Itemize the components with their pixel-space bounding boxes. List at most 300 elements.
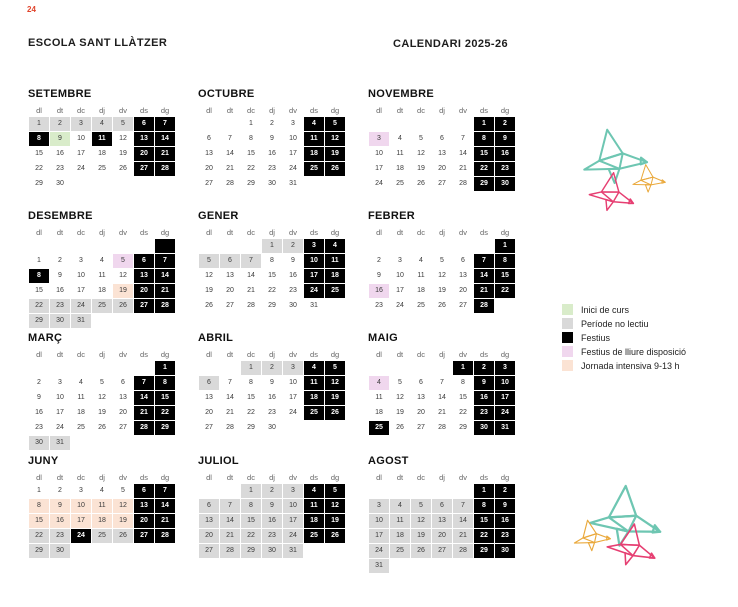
day-cell: 12 — [113, 499, 133, 513]
day-cell: 11 — [92, 132, 112, 146]
empty-cell — [71, 177, 91, 191]
empty-cell — [92, 177, 112, 191]
day-cell: 17 — [304, 269, 324, 283]
legend-swatch — [562, 318, 573, 329]
day-cell: 11 — [98, 272, 106, 279]
weekday-header: ds — [310, 349, 318, 359]
day-cell: 7 — [461, 135, 465, 142]
day-cell: 5 — [121, 487, 125, 494]
day-cell: 29 — [474, 177, 494, 191]
day-cell: 26 — [438, 302, 446, 309]
day-cell: 29 — [247, 424, 255, 431]
weekday-header: dl — [206, 227, 212, 237]
day-cell: 9 — [270, 379, 274, 386]
weekday-header: dj — [269, 349, 275, 359]
weekday-header: dc — [417, 349, 425, 359]
day-cell: 7 — [228, 135, 232, 142]
day-cell: 8 — [155, 376, 175, 390]
day-cell: 18 — [304, 514, 324, 528]
day-cell: 10 — [369, 514, 389, 528]
day-cell: 12 — [119, 272, 127, 279]
empty-cell — [155, 314, 175, 328]
empty-cell — [453, 559, 473, 573]
day-cell: 6 — [207, 135, 211, 142]
day-cell: 3 — [369, 499, 389, 513]
day-cell: 28 — [134, 421, 154, 435]
day-cell: 20 — [119, 409, 127, 416]
day-cell: 9 — [377, 272, 381, 279]
day-cell: 20 — [134, 514, 154, 528]
day-cell: 6 — [461, 257, 465, 264]
month-agost — [368, 455, 516, 574]
day-cell: 16 — [56, 150, 64, 157]
month-desembre — [28, 210, 176, 329]
weekday-header: ds — [140, 105, 148, 115]
weekday-header: dg — [500, 349, 510, 359]
day-cell: 11 — [77, 394, 85, 401]
day-cell: 28 — [438, 424, 446, 431]
day-cell: 28 — [474, 299, 494, 313]
day-cell: 15 — [459, 394, 467, 401]
weekday-header: dt — [396, 227, 404, 237]
day-cell: 21 — [155, 284, 175, 298]
day-cell: 1 — [262, 239, 282, 253]
day-cell: 26 — [325, 406, 345, 420]
empty-cell — [432, 239, 452, 253]
empty-cell — [495, 299, 515, 313]
month-maig — [368, 332, 516, 451]
day-cell: 24 — [289, 409, 297, 416]
weekday-header: dj — [99, 349, 105, 359]
calendar-row — [28, 455, 516, 574]
day-cell: 14 — [459, 150, 467, 157]
weekday-header: dv — [289, 349, 297, 359]
day-cell: 2 — [495, 117, 515, 131]
weekday-header: dl — [376, 105, 382, 115]
weekday-header: dg — [500, 227, 510, 237]
empty-cell — [369, 484, 389, 498]
day-cell: 4 — [390, 499, 410, 513]
month-setembre — [28, 88, 176, 192]
weekday-header: dg — [330, 349, 340, 359]
legend-label: Festius de lliure disposició — [581, 346, 687, 357]
day-cell: 13 — [432, 514, 452, 528]
day-cell: 7 — [440, 379, 444, 386]
day-cell: 21 — [438, 409, 446, 416]
empty-cell — [134, 361, 154, 375]
weekday-header: dc — [417, 227, 425, 237]
weekday-header: dj — [269, 472, 275, 482]
weekday-header: dt — [396, 472, 404, 482]
day-cell: 9 — [495, 499, 515, 513]
day-cell: 3 — [79, 257, 83, 264]
day-cell: 5 — [100, 379, 104, 386]
day-cell: 21 — [134, 406, 154, 420]
day-cell: 14 — [438, 394, 446, 401]
day-cell: 12 — [438, 272, 446, 279]
day-cell: 28 — [226, 180, 234, 187]
weekday-header: dj — [99, 227, 105, 237]
day-cell: 21 — [155, 147, 175, 161]
weekday-header: dg — [330, 472, 340, 482]
legend-swatch — [562, 346, 573, 357]
day-cell: 4 — [100, 257, 104, 264]
empty-cell — [453, 239, 473, 253]
empty-cell — [71, 544, 91, 558]
day-cell: 25 — [92, 299, 112, 313]
day-cell: 27 — [205, 424, 213, 431]
day-cell: 19 — [325, 147, 345, 161]
month-title: MAIG — [368, 332, 398, 344]
day-cell: 17 — [71, 514, 91, 528]
day-cell: 20 — [432, 529, 452, 543]
day-cell: 22 — [29, 529, 49, 543]
weekday-header: dc — [247, 472, 255, 482]
day-cell: 27 — [119, 424, 127, 431]
weekday-header: dl — [206, 105, 212, 115]
weekday-header: dc — [247, 227, 255, 237]
month-title: JUNY — [28, 455, 59, 467]
month-grid — [368, 225, 516, 314]
weekday-header: dg — [500, 105, 510, 115]
day-cell: 26 — [113, 299, 133, 313]
day-cell: 31 — [495, 421, 515, 435]
day-cell: 20 — [199, 529, 219, 543]
legend-label: Període no lectiu — [581, 318, 649, 329]
day-cell: 7 — [155, 484, 175, 498]
day-cell: 10 — [289, 135, 297, 142]
day-cell: 1 — [453, 361, 473, 375]
empty-cell — [411, 239, 431, 253]
day-cell: 21 — [453, 529, 473, 543]
day-cell: 25 — [98, 165, 106, 172]
day-cell: 16 — [474, 391, 494, 405]
empty-cell — [134, 177, 154, 191]
day-cell: 13 — [438, 150, 446, 157]
legend-label: Festius — [581, 332, 611, 343]
day-cell: 12 — [98, 394, 106, 401]
day-cell: 24 — [375, 180, 383, 187]
weekday-header: dj — [269, 105, 275, 115]
weekday-header: dc — [77, 472, 85, 482]
day-cell: 20 — [205, 165, 213, 172]
day-cell: 8 — [29, 499, 49, 513]
day-cell: 27 — [134, 529, 154, 543]
day-cell: 15 — [474, 147, 494, 161]
day-cell: 23 — [50, 529, 70, 543]
day-cell: 2 — [283, 239, 303, 253]
day-cell: 26 — [417, 180, 425, 187]
day-cell: 10 — [77, 135, 85, 142]
weekday-header: dj — [439, 472, 445, 482]
day-cell: 30 — [495, 544, 515, 558]
day-cell: 7 — [155, 117, 175, 131]
day-cell: 2 — [262, 484, 282, 498]
day-cell: 6 — [121, 379, 125, 386]
weekday-header: dv — [459, 105, 467, 115]
day-cell: 21 — [459, 165, 467, 172]
day-cell: 28 — [155, 299, 175, 313]
day-cell: 6 — [432, 499, 452, 513]
day-cell: 23 — [289, 287, 297, 294]
day-cell: 15 — [29, 514, 49, 528]
day-cell: 3 — [495, 361, 515, 375]
weekday-header: dc — [77, 227, 85, 237]
day-cell: 31 — [369, 559, 389, 573]
day-cell: 29 — [35, 180, 43, 187]
day-cell: 4 — [304, 117, 324, 131]
day-cell: 18 — [390, 529, 410, 543]
weekday-header: dt — [226, 227, 234, 237]
day-cell: 20 — [417, 409, 425, 416]
day-cell: 15 — [241, 514, 261, 528]
weekday-header: dt — [396, 349, 404, 359]
day-cell: 30 — [50, 544, 70, 558]
weekday-header: dl — [206, 472, 212, 482]
day-cell: 10 — [304, 254, 324, 268]
empty-cell — [134, 239, 154, 253]
day-cell: 14 — [134, 391, 154, 405]
day-cell: 6 — [134, 117, 154, 131]
day-cell: 5 — [113, 117, 133, 131]
empty-cell — [220, 361, 240, 375]
day-cell: 23 — [56, 165, 64, 172]
day-cell: 8 — [29, 132, 49, 146]
day-cell: 3 — [304, 239, 324, 253]
day-cell: 25 — [92, 529, 112, 543]
day-cell: 19 — [325, 514, 345, 528]
day-cell: 1 — [29, 117, 49, 131]
day-cell: 27 — [134, 299, 154, 313]
day-cell: 12 — [205, 272, 213, 279]
day-cell: 1 — [241, 484, 261, 498]
day-cell: 1 — [37, 257, 41, 264]
day-cell: 9 — [58, 272, 62, 279]
weekday-header: dc — [77, 349, 85, 359]
empty-cell — [369, 117, 389, 131]
month-grid — [368, 103, 516, 192]
empty-cell — [390, 239, 410, 253]
day-cell: 5 — [325, 117, 345, 131]
empty-cell — [50, 239, 70, 253]
month-gener — [198, 210, 346, 329]
month-grid — [198, 225, 346, 314]
day-cell: 29 — [241, 544, 261, 558]
weekday-header: dg — [330, 105, 340, 115]
day-cell: 14 — [155, 269, 175, 283]
day-cell: 8 — [474, 499, 494, 513]
day-cell: 25 — [390, 544, 410, 558]
day-cell: 22 — [268, 287, 276, 294]
day-cell: 25 — [304, 529, 324, 543]
day-cell: 5 — [419, 135, 423, 142]
day-cell: 31 — [50, 436, 70, 450]
day-cell: 28 — [459, 180, 467, 187]
legend-swatch — [562, 332, 573, 343]
day-cell: 9 — [495, 132, 515, 146]
day-cell: 28 — [453, 544, 473, 558]
day-cell: 16 — [50, 514, 70, 528]
month-title: FEBRER — [368, 210, 416, 222]
day-cell: 28 — [220, 544, 240, 558]
day-cell: 22 — [247, 165, 255, 172]
day-cell: 9 — [37, 394, 41, 401]
day-cell: 23 — [50, 299, 70, 313]
day-cell: 7 — [474, 254, 494, 268]
weekday-header: ds — [480, 105, 488, 115]
day-cell: 22 — [155, 406, 175, 420]
month-grid — [28, 470, 176, 559]
weekday-header: dt — [226, 105, 234, 115]
day-cell: 13 — [134, 269, 154, 283]
day-cell: 14 — [474, 269, 494, 283]
day-cell: 27 — [417, 424, 425, 431]
day-cell: 4 — [79, 379, 83, 386]
day-cell: 14 — [155, 132, 175, 146]
weekday-header: dj — [269, 227, 275, 237]
empty-cell — [199, 361, 219, 375]
day-cell: 9 — [270, 135, 274, 142]
day-cell: 29 — [459, 424, 467, 431]
day-cell: 5 — [113, 254, 133, 268]
day-cell: 24 — [71, 299, 91, 313]
day-cell: 28 — [155, 529, 175, 543]
day-cell: 13 — [459, 272, 467, 279]
weekday-header: dc — [247, 349, 255, 359]
origami-bird-icon — [585, 167, 642, 218]
weekday-header: dv — [119, 472, 127, 482]
day-cell: 10 — [396, 272, 404, 279]
empty-cell — [29, 361, 49, 375]
day-cell: 15 — [268, 272, 276, 279]
day-cell: 18 — [325, 269, 345, 283]
weekday-header: dl — [376, 472, 382, 482]
day-cell: 13 — [205, 150, 213, 157]
empty-cell — [474, 239, 494, 253]
day-cell: 14 — [155, 499, 175, 513]
day-cell: 8 — [270, 257, 274, 264]
day-cell: 8 — [474, 132, 494, 146]
day-cell: 11 — [304, 376, 324, 390]
day-cell: 24 — [396, 302, 404, 309]
day-cell: 11 — [92, 499, 112, 513]
month-grid — [28, 103, 176, 192]
weekday-header: ds — [310, 472, 318, 482]
empty-cell — [71, 436, 91, 450]
day-cell: 3 — [58, 379, 62, 386]
day-cell: 5 — [411, 499, 431, 513]
day-cell: 26 — [325, 529, 345, 543]
empty-cell — [432, 559, 452, 573]
day-cell: 27 — [226, 302, 234, 309]
weekday-header: dg — [500, 472, 510, 482]
day-cell: 6 — [419, 379, 423, 386]
month-juliol — [198, 455, 346, 574]
day-cell: 6 — [440, 135, 444, 142]
day-cell: 12 — [325, 132, 345, 146]
day-cell: 11 — [390, 514, 410, 528]
month-grid — [368, 347, 516, 436]
weekday-header: dt — [226, 349, 234, 359]
day-cell: 22 — [474, 529, 494, 543]
day-cell: 27 — [199, 544, 219, 558]
day-cell: 26 — [205, 302, 213, 309]
day-cell: 16 — [289, 272, 297, 279]
empty-cell — [113, 436, 133, 450]
weekday-header: dj — [439, 227, 445, 237]
weekday-header: dt — [396, 105, 404, 115]
month-grid — [198, 347, 346, 436]
day-cell: 19 — [396, 409, 404, 416]
day-cell: 13 — [134, 132, 154, 146]
empty-cell — [92, 544, 112, 558]
day-cell: 2 — [58, 487, 62, 494]
empty-cell — [390, 484, 410, 498]
day-cell: 29 — [247, 180, 255, 187]
day-cell: 1 — [155, 361, 175, 375]
legend-item — [562, 331, 686, 344]
day-cell: 8 — [249, 135, 253, 142]
day-cell: 2 — [377, 257, 381, 264]
empty-cell — [92, 436, 112, 450]
day-cell: 3 — [283, 484, 303, 498]
weekday-header: dl — [36, 472, 42, 482]
empty-cell — [50, 361, 70, 375]
day-cell: 2 — [58, 257, 62, 264]
day-cell: 19 — [417, 165, 425, 172]
weekday-header: dv — [289, 227, 297, 237]
empty-cell — [453, 117, 473, 131]
legend-item — [562, 359, 686, 372]
weekday-header: dv — [119, 349, 127, 359]
empty-cell — [304, 544, 324, 558]
day-cell: 26 — [411, 544, 431, 558]
legend-swatch — [562, 304, 573, 315]
weekday-header: dc — [417, 472, 425, 482]
day-cell: 29 — [268, 302, 276, 309]
weekday-header: ds — [480, 472, 488, 482]
day-cell: 17 — [369, 529, 389, 543]
empty-cell — [369, 361, 389, 375]
day-cell: 24 — [369, 544, 389, 558]
weekday-header: dc — [417, 105, 425, 115]
day-cell: 17 — [289, 150, 297, 157]
day-cell: 26 — [119, 165, 127, 172]
day-cell: 9 — [50, 132, 70, 146]
day-cell: 12 — [325, 376, 345, 390]
day-cell: 30 — [268, 424, 276, 431]
weekday-header: dv — [459, 349, 467, 359]
day-cell: 5 — [199, 254, 219, 268]
empty-cell — [432, 117, 452, 131]
day-cell: 23 — [495, 162, 515, 176]
day-cell: 26 — [396, 424, 404, 431]
weekday-header: dj — [439, 349, 445, 359]
day-cell: 20 — [134, 284, 154, 298]
empty-cell — [453, 484, 473, 498]
day-cell: 16 — [268, 150, 276, 157]
day-cell: 3 — [79, 487, 83, 494]
day-cell: 10 — [283, 499, 303, 513]
day-cell: 17 — [375, 165, 383, 172]
empty-cell — [325, 177, 345, 191]
weekday-header: dt — [56, 349, 64, 359]
day-cell: 11 — [304, 499, 324, 513]
month-novembre — [368, 88, 516, 192]
day-cell: 23 — [268, 165, 276, 172]
weekday-header: dt — [56, 472, 64, 482]
day-cell: 28 — [247, 302, 255, 309]
